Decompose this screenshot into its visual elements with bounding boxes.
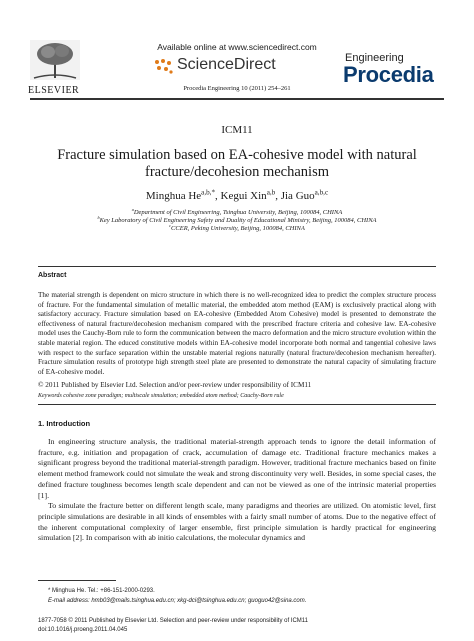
section-body xyxy=(38,437,436,544)
affiliation-text: Department of Civil Engineering, Tsinghua University, Beijing, 100084, CHINA xyxy=(133,209,343,216)
author-list xyxy=(0,190,474,202)
sciencedirect-logo xyxy=(153,56,323,76)
journal-title: Procedia xyxy=(343,62,434,87)
footer-issn: 1877-7058 © 2011 Published by Elsevier Ltd. Selection and peer-review under responsibility of ICM11 xyxy=(38,618,309,624)
conference-name: ICM11 xyxy=(221,124,253,136)
author-name: Jia Guo xyxy=(280,190,315,202)
abstract-bottom-rule xyxy=(38,404,436,405)
section-heading: 1. Introduction xyxy=(38,419,91,428)
footer-doi: doi:10.1016/j.proeng.2011.04.045 xyxy=(38,627,128,633)
author-affil-marker: a,b,c xyxy=(314,188,329,197)
footnote-rule xyxy=(38,580,116,581)
author-name: Kegui Xin xyxy=(220,190,267,202)
author-name: Minghua He xyxy=(145,190,202,202)
affiliation-text: Key Laboratory of Civil Engineering Safety and Duality of Educational Ministry, Beijing, 100084, CHINA xyxy=(99,217,377,224)
author-separator: , xyxy=(275,190,281,202)
body-paragraph: To simulate the fracture better on different length scale, many paradigms and theories are utilized. On atomistic level, first principle simulations are desirable in all kinds of ensembles with a fairly small number of atoms. Due to the negative effect of the inherent computational complexity of larger ensemble, first principle simulation is hardly practical for engineering simulation [2]. In comparison with ab initio calculations, the molecular dynamics and xyxy=(38,501,436,543)
footnote-email: E-mail address: hmb03@mails.tsinghua.edu.cn; xkg-dci@tsinghua.edu.cn; guoguo42@sina.com. xyxy=(48,598,307,604)
journal-subtitle: Engineering xyxy=(345,52,404,64)
available-online-line: Available online at www.sciencedirect.com xyxy=(157,42,317,52)
author-affil-marker: a,b xyxy=(266,188,276,197)
sciencedirect-wordmark: ScienceDirect xyxy=(177,56,276,73)
journal-citation: Procedia Engineering 10 (2011) 254–261 xyxy=(183,85,291,92)
abstract-heading: Abstract xyxy=(38,272,67,279)
sciencedirect-dots-icon xyxy=(153,58,175,76)
copyright-line: © 2011 Published by Elsevier Ltd. Selection and/or peer-review under responsibility of ICM11 xyxy=(38,381,312,389)
affiliation xyxy=(30,214,444,224)
body-paragraph: In engineering structure analysis, the traditional material-strength approach tends to ignore the detail information of fracture, e.g. initiation and propagation of crack, accumulation of damage etc. Traditional fracture mechanics makes a significant progress beyond the traditional material-strength paradigm. However, traditional fracture mechanics based on finite element method framework could not simulate the weak and strong discontinuity very well. Besides, in some special cases, the defined fracture toughness becomes length scale dependent and can not be viewed as one of the intrinsic material properties [1]. xyxy=(38,437,436,500)
page-header xyxy=(0,0,474,100)
affiliation-marker: c xyxy=(169,222,172,228)
keywords-line: Keywords cohesive zone paradigm; multiscale simulation; embedded atom method; Cauchy-Born rule xyxy=(38,393,284,399)
publisher-name: ELSEVIER xyxy=(28,85,80,96)
affiliation-text: CCER, Peking University, Beijing, 100084, CHINA xyxy=(171,225,305,232)
header-rule xyxy=(30,98,444,100)
author-separator: , xyxy=(215,190,221,202)
affiliation-marker: a xyxy=(131,206,134,212)
article-title: Fracture simulation based on EA-cohesive model with natural fracture/decohesion mechanism xyxy=(57,147,417,180)
affiliation-marker: b xyxy=(97,214,100,220)
footnote-tel: * Minghua He. Tel.: +86-151-2000-0293. xyxy=(48,588,155,594)
abstract-text: The material strength is dependent on micro structure in which there is no well-recognized idea to predict the complex structure process of fracture. For the fundamental simulation of metallic material, the embedded atom method (EAM) is exclusively practical along with satisfactory accuracy. Fracture simulation based on EA-cohesive (Embedded Atom Cohesive) model is presented to demonstrate the effectiveness of natural fracture/decohesion mechanism compared with the prescribed fracture criteria and cohesive law. EA-cohesive model uses the Cauchy-Born rule to form the communication between the macro deformation and the micro structure evolution within the stable material region. The educed constitutive models within EA-cohesive model incorporate both normal and tangential cohesive laws with respect to the surface separation within the unstable material regions naturally (natural fracture/decohesion mechanism hereafter). Fracture simulation results of prototype high strength steel plate are presented to demonstrate the natural capacity of simulating fracture of EA-cohesive model. xyxy=(38,291,436,376)
affiliation xyxy=(30,206,444,216)
affiliation xyxy=(30,222,444,232)
author-affil-marker: a,b,* xyxy=(201,188,216,197)
abstract-top-rule xyxy=(38,266,436,267)
